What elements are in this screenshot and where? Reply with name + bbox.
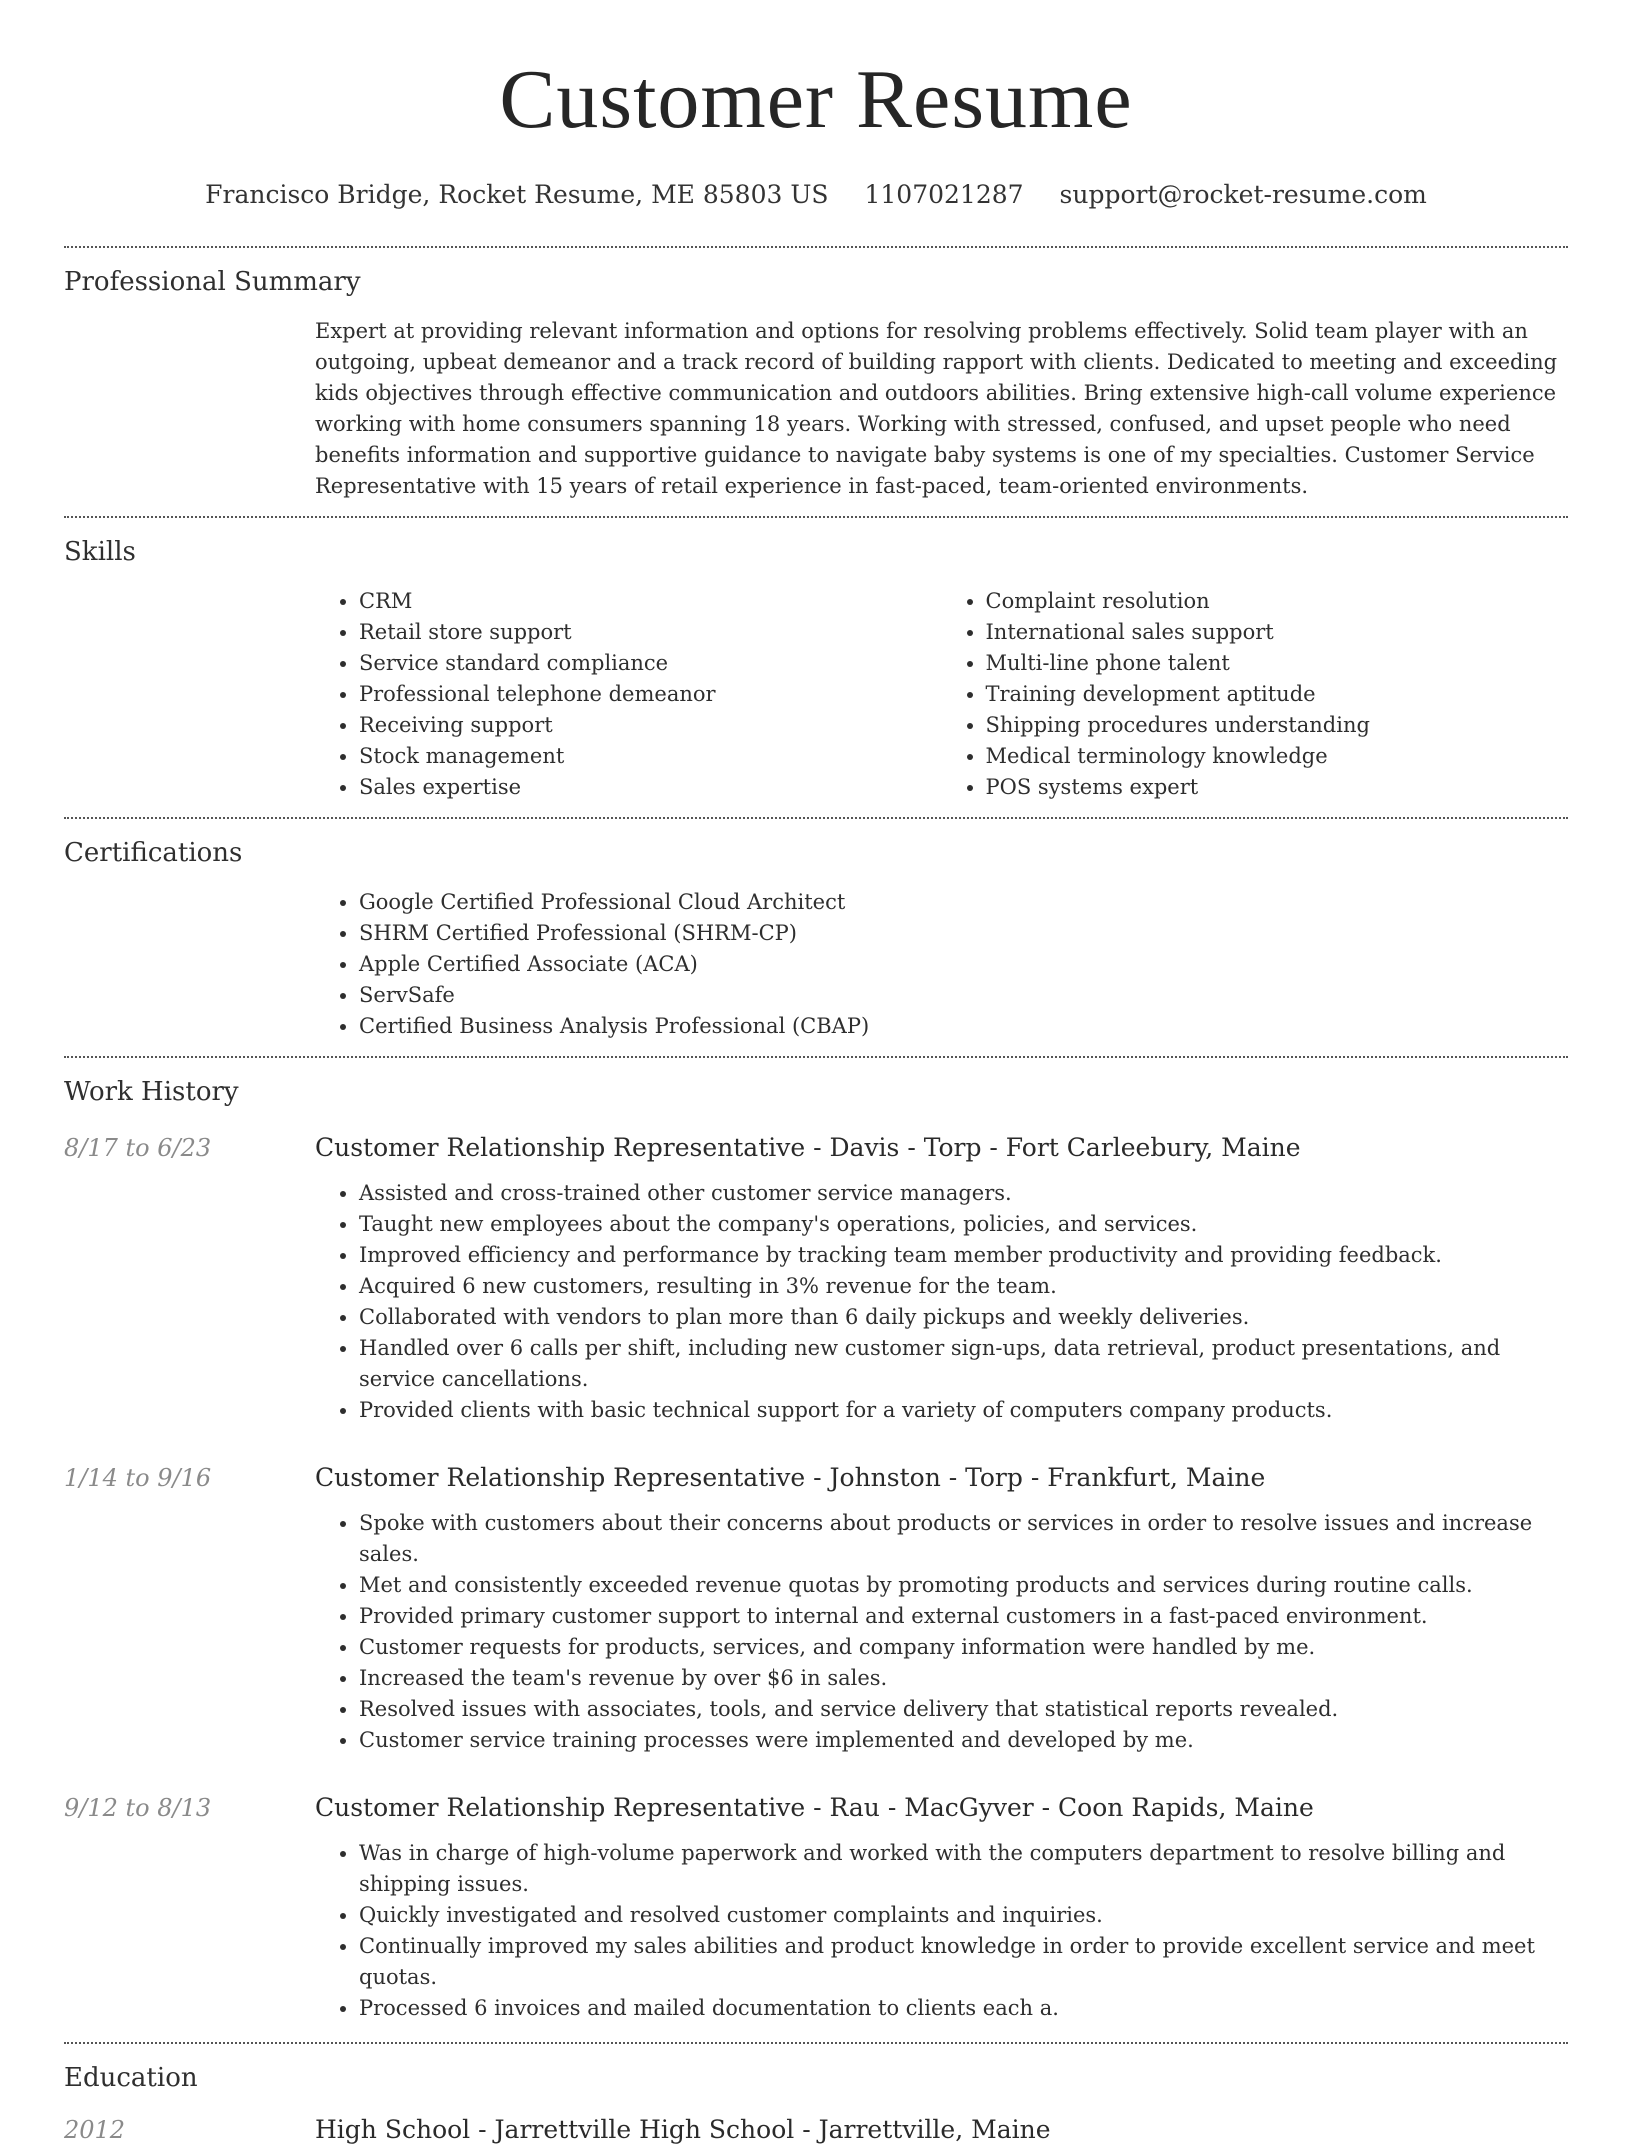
skill-item: • Medical terminology knowledge [986, 741, 1569, 772]
education-section [64, 2044, 1568, 2150]
certifications-section [64, 819, 1568, 1056]
summary-heading: Professional Summary [64, 267, 361, 297]
certifications-body [315, 871, 1568, 1056]
job-bullet: • Increased the team's revenue by over $6 in sales. [359, 1663, 1568, 1694]
job-bullet: • Acquired 6 new customers, resulting in 3% revenue for the team. [359, 1271, 1568, 1302]
skill-item: • Receiving support [359, 710, 942, 741]
job-bullet: • Quickly investigated and resolved customer complaints and inquiries. [359, 1900, 1568, 1931]
job-bullet: • Provided primary customer support to internal and external customers in a fast-paced environment. [359, 1601, 1568, 1632]
job-bullet: • Was in charge of high-volume paperwork and worked with the computers department to resolve billing and shipping issues. [359, 1838, 1568, 1900]
skills-list-right [942, 586, 1569, 803]
job-bullets [315, 1498, 1568, 1774]
summary-section [64, 248, 1568, 516]
job-bullet: • Collaborated with vendors to plan more than 6 daily pickups and weekly deliveries. [359, 1302, 1568, 1333]
skills-heading: Skills [64, 537, 136, 567]
job-entry [64, 1458, 1568, 1774]
skill-item: • Service standard compliance [359, 648, 942, 679]
skill-item: • Sales expertise [359, 772, 942, 803]
work-list [64, 1110, 1568, 2042]
certification-item: • Apple Certified Associate (ACA) [359, 949, 1568, 980]
skills-section [64, 518, 1568, 817]
job-bullet-list [315, 1178, 1568, 1426]
education-entry [64, 2110, 1568, 2150]
skill-item: • Complaint resolution [986, 586, 1569, 617]
job-bullet: • Processed 6 invoices and mailed documentation to clients each a. [359, 1993, 1568, 2024]
job-title: Customer Relationship Representative - Johnston - Torp - Frankfurt, Maine [315, 1463, 1266, 1492]
job-bullet: • Customer service training processes were implemented and developed by me. [359, 1725, 1568, 1756]
job-bullet: • Provided clients with basic technical support for a variety of computers company products. [359, 1395, 1568, 1426]
job-bullet: • Handled over 6 calls per shift, including new customer sign-ups, data retrieval, product presentations, and service cancellations. [359, 1333, 1568, 1395]
job-bullet: • Assisted and cross-trained other customer service managers. [359, 1178, 1568, 1209]
job-bullet: • Met and consistently exceeded revenue quotas by promoting products and services during routine calls. [359, 1570, 1568, 1601]
contact-address: Francisco Bridge, Rocket Resume, ME 85803 US [205, 180, 829, 209]
job-dates: 8/17 to 6/23 [64, 1134, 212, 1162]
job-bullet-list [315, 1508, 1568, 1756]
job-entry [64, 1128, 1568, 1444]
skills-columns [315, 570, 1568, 817]
job-dates: 1/14 to 9/16 [64, 1464, 212, 1492]
job-bullet: • Spoke with customers about their concerns about products or services in order to resolve issues and increase sales. [359, 1508, 1568, 1570]
contact-phone: 1107021287 [864, 180, 1024, 209]
education-details [315, 2110, 1568, 2150]
job-bullets [315, 1828, 1568, 2042]
summary-text: Expert at providing relevant information and options for resolving problems effectively. Solid team player with an outgoing, upbeat demeanor and a track record of building rapport with clients. Dedicated to meeting and exceeding kids objectives through effective communication and outdoors abilities. Bring extensive high-call volume experience working with home consumers spanning 18 years. Working with stressed, confused, and upset people who need benefits information and supportive guidance to navigate baby systems is one of my specialties. Customer Service Representative with 15 years of retail experience in fast-paced, team-oriented environments. [315, 319, 1558, 498]
job-title: Customer Relationship Representative - Davis - Torp - Fort Carleebury, Maine [315, 1133, 1301, 1162]
skill-item: • Stock management [359, 741, 942, 772]
certification-item: • ServSafe [359, 980, 1568, 1011]
job-dates: 9/12 to 8/13 [64, 1794, 212, 1822]
job-details [315, 1788, 1568, 2042]
skill-item: • Multi-line phone talent [986, 648, 1569, 679]
skill-item: • Retail store support [359, 617, 942, 648]
skill-item: • CRM [359, 586, 942, 617]
job-title: Customer Relationship Representative - Rau - MacGyver - Coon Rapids, Maine [315, 1793, 1314, 1822]
certifications-heading: Certifications [64, 838, 243, 868]
job-bullet: • Customer requests for products, services, and company information were handled by me. [359, 1632, 1568, 1663]
work-history-section [64, 1058, 1568, 2042]
skill-item: • Shipping procedures understanding [986, 710, 1569, 741]
job-bullet-list [315, 1838, 1568, 2024]
education-title: High School - Jarrettville High School - Jarrettville, Maine [315, 2115, 1051, 2144]
job-bullet: • Improved efficiency and performance by tracking team member productivity and providing feedback. [359, 1240, 1568, 1271]
work-history-heading: Work History [64, 1077, 239, 1107]
resume-title: Customer Resume [499, 53, 1133, 146]
contact-line [64, 178, 1568, 212]
education-year: 2012 [64, 2116, 126, 2144]
skill-item: • International sales support [986, 617, 1569, 648]
skill-item: • POS systems expert [986, 772, 1569, 803]
skill-item: • Professional telephone demeanor [359, 679, 942, 710]
job-entry [64, 1788, 1568, 2042]
contact-email: support@rocket-resume.com [1059, 180, 1427, 209]
certification-item: • SHRM Certified Professional (SHRM-CP) [359, 918, 1568, 949]
job-details [315, 1458, 1568, 1774]
certification-item: • Certified Business Analysis Professional (CBAP) [359, 1011, 1568, 1042]
job-details [315, 1128, 1568, 1444]
education-heading: Education [64, 2063, 198, 2093]
job-bullet: • Continually improved my sales abilities and product knowledge in order to provide excellent service and meet quotas. [359, 1931, 1568, 1993]
certifications-list [315, 887, 1568, 1042]
skills-list-left [315, 586, 942, 803]
job-bullets [315, 1168, 1568, 1444]
skill-item: • Training development aptitude [986, 679, 1569, 710]
job-bullet: • Resolved issues with associates, tools, and service delivery that statistical reports revealed. [359, 1694, 1568, 1725]
job-bullet: • Taught new employees about the company's operations, policies, and services. [359, 1209, 1568, 1240]
certification-item: • Google Certified Professional Cloud Architect [359, 887, 1568, 918]
